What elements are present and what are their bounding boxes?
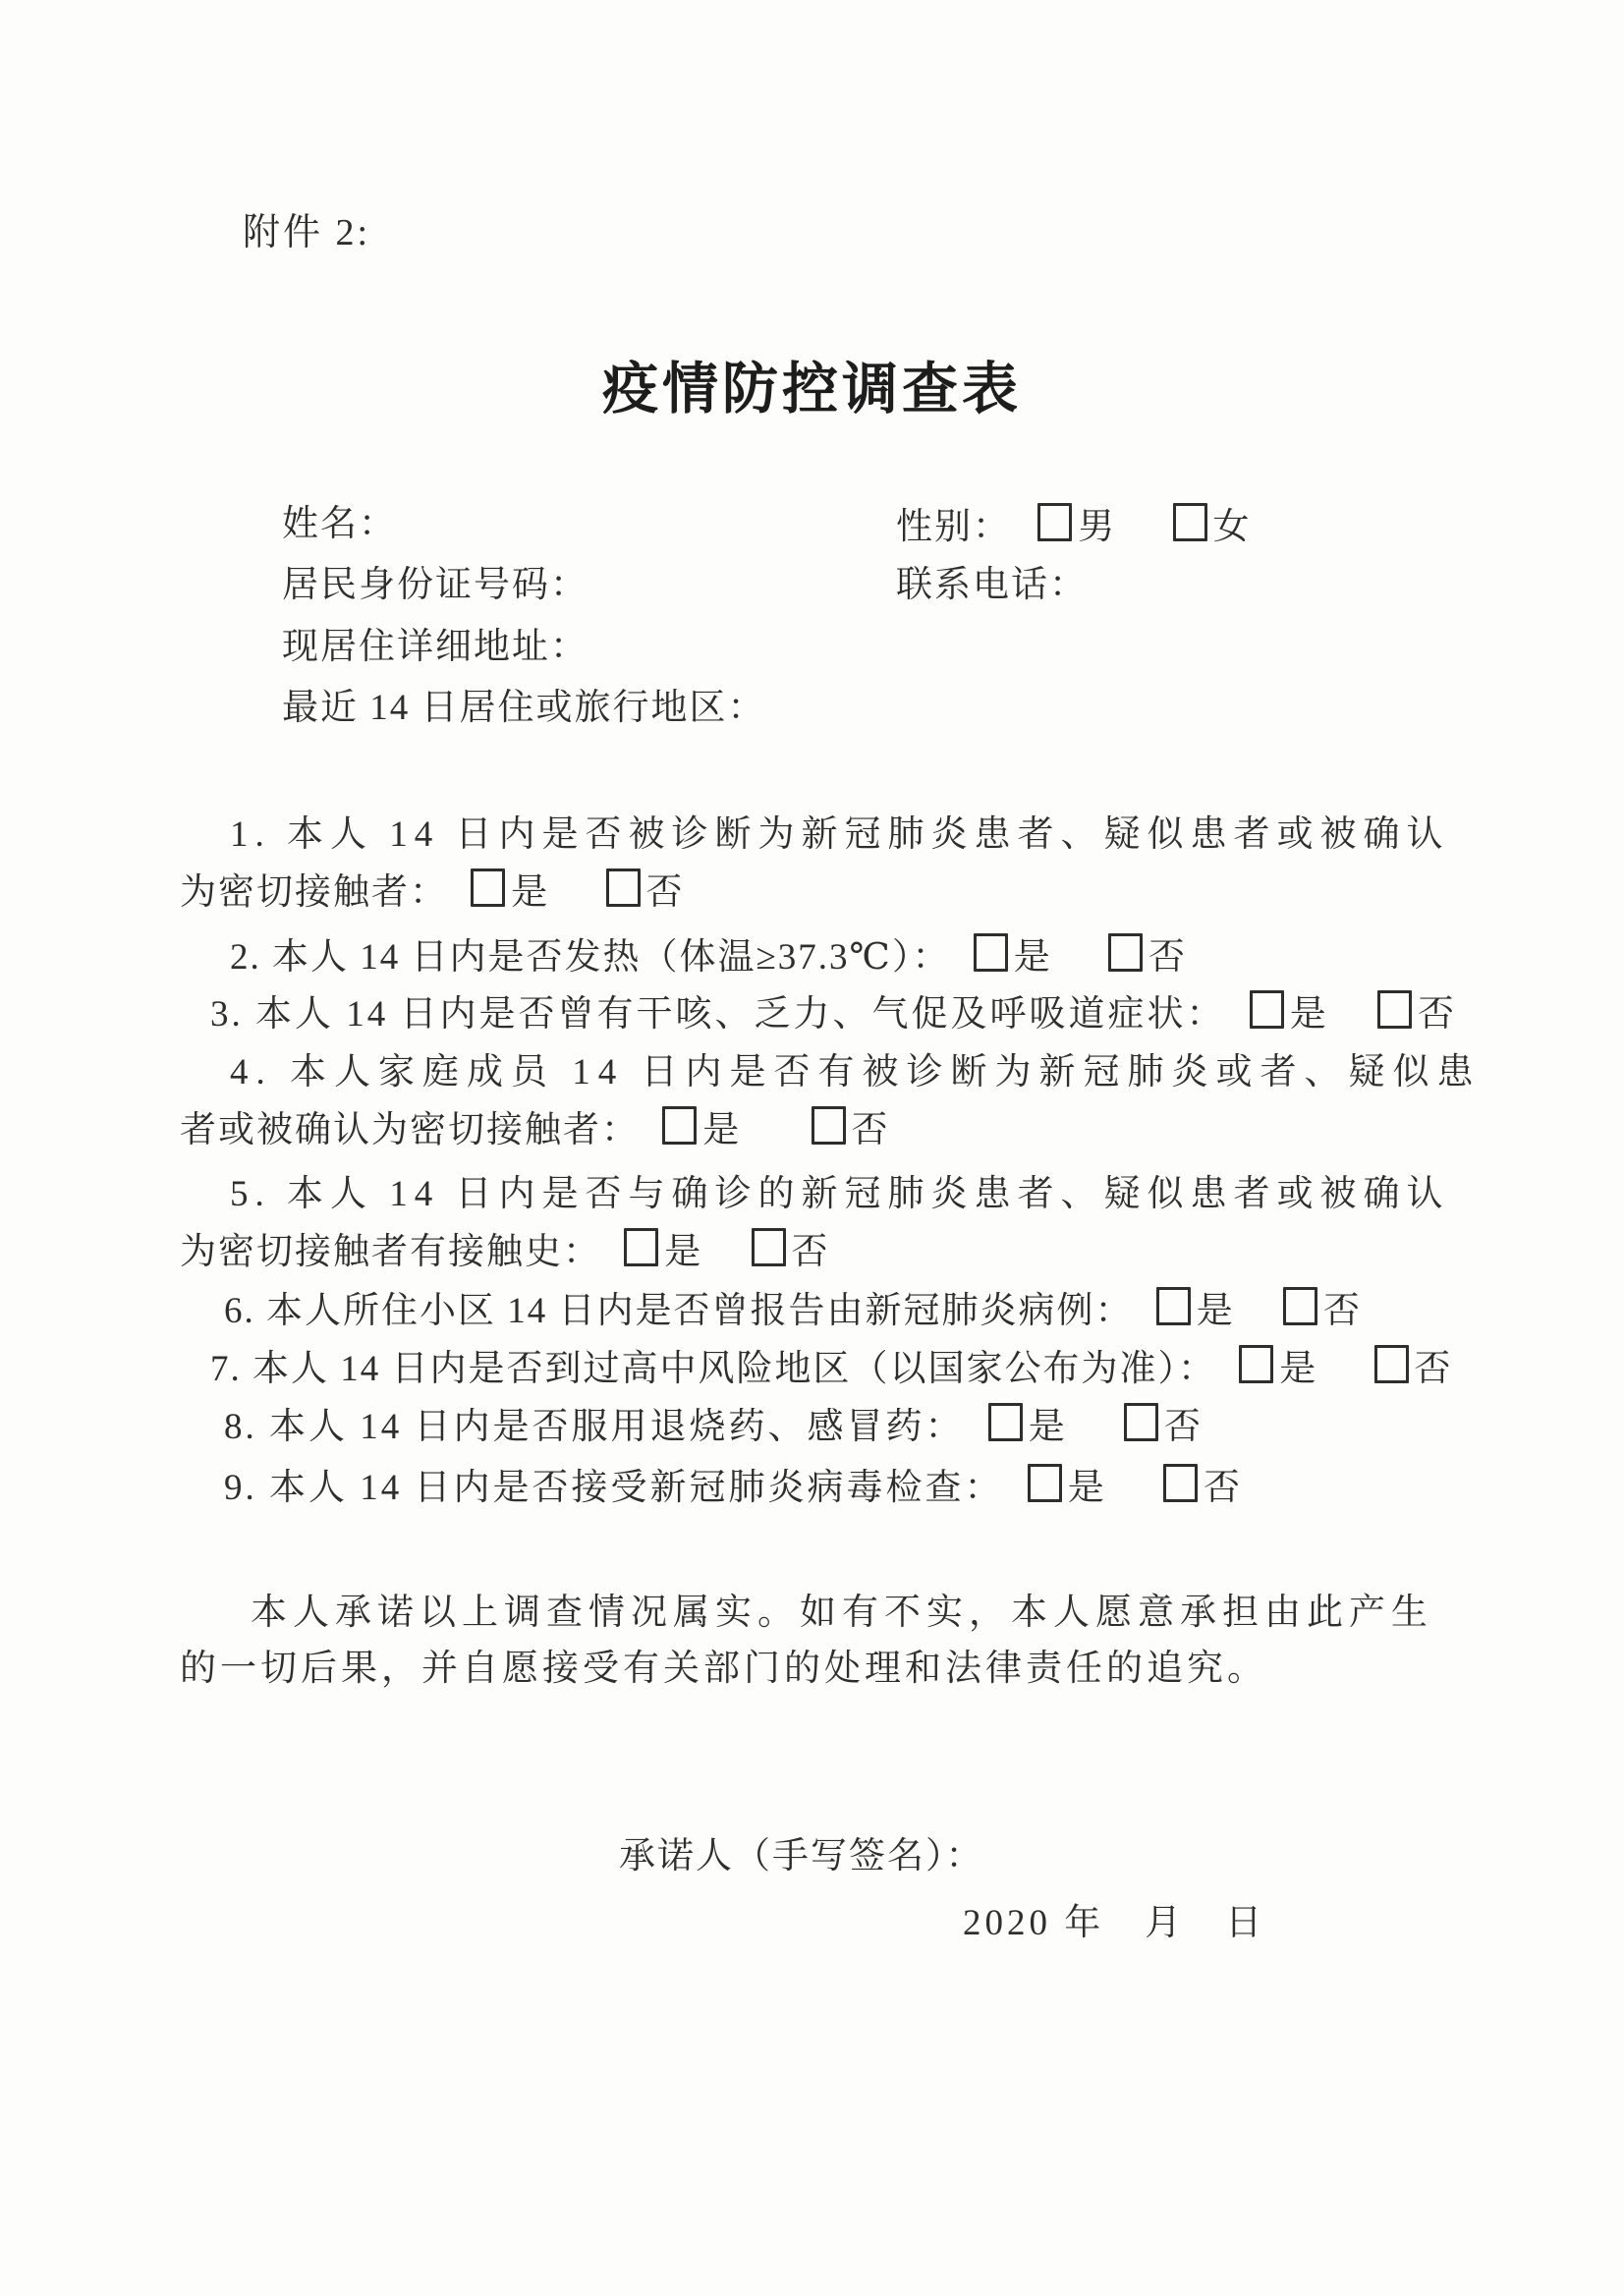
question-2-no-checkbox[interactable] <box>1108 933 1143 972</box>
question-7-yes-checkbox[interactable] <box>1239 1345 1273 1383</box>
question-9-no-checkbox[interactable] <box>1163 1464 1198 1502</box>
question-8-yes-checkbox[interactable] <box>988 1403 1023 1441</box>
name-label: 姓名： <box>282 504 397 544</box>
attachment-label: 附件 2: <box>243 212 371 253</box>
travel-label: 最近 14 日居住或旅行地区： <box>282 688 766 728</box>
question-9-yes-label: 是 <box>1067 1468 1104 1508</box>
phone-field-label <box>896 564 1088 607</box>
question-4-text: 者或被确认为密切接触者： <box>180 1110 640 1150</box>
question-4-no-checkbox[interactable] <box>812 1106 846 1145</box>
question-4-no-label: 否 <box>851 1110 888 1150</box>
question-8-no-checkbox[interactable] <box>1124 1403 1158 1441</box>
question-7-line <box>210 1345 1451 1391</box>
question-7-no-label: 否 <box>1414 1349 1451 1389</box>
name-field-label <box>282 503 397 546</box>
question-6-no-checkbox[interactable] <box>1283 1287 1317 1325</box>
pledge-line-2: 的一切后果，并自愿接受有关部门的处理和法律责任的追究。 <box>180 1649 1267 1689</box>
gender-female-label: 女 <box>1212 507 1250 547</box>
question-9-yes-checkbox[interactable] <box>1028 1464 1062 1502</box>
question-5-no-checkbox[interactable] <box>752 1228 786 1266</box>
question-4-line-1: 4. 本人家庭成员 14 日内是否有被诊断为新冠肺炎或者、疑似患 <box>230 1052 1482 1092</box>
gender-field <box>896 503 1250 549</box>
question-8-text: 8. 本人 14 日内是否服用退烧药、感冒药： <box>224 1407 965 1447</box>
id-label: 居民身份证号码： <box>282 565 588 605</box>
question-7-no-checkbox[interactable] <box>1374 1345 1409 1383</box>
pledge-line-1: 本人承诺以上调查情况属实。如有不实，本人愿意承担由此产生 <box>251 1593 1433 1633</box>
travel-field-label <box>282 687 766 730</box>
question-5-no-label: 否 <box>791 1232 828 1272</box>
question-1-no-label: 否 <box>645 872 683 913</box>
gender-male-checkbox[interactable] <box>1037 503 1072 541</box>
question-5-yes-checkbox[interactable] <box>624 1228 658 1266</box>
question-3-yes-label: 是 <box>1289 994 1326 1035</box>
question-7-text: 7. 本人 14 日内是否到过高中风险地区（以国家公布为准）： <box>210 1349 1216 1389</box>
question-1-text: 为密切接触者： <box>180 872 448 913</box>
question-1-line-1: 1. 本人 14 日内是否被诊断为新冠肺炎患者、疑似患者或被确认 <box>230 814 1450 855</box>
phone-label: 联系电话： <box>896 565 1088 605</box>
question-1-yes-label: 是 <box>511 872 548 913</box>
question-2-yes-checkbox[interactable] <box>974 933 1008 972</box>
question-6-text: 6. 本人所住小区 14 日内是否曾报告由新冠肺炎病例： <box>224 1291 1134 1331</box>
question-9-no-label: 否 <box>1204 1468 1240 1508</box>
question-1-line-2 <box>180 868 683 915</box>
question-3-text: 3. 本人 14 日内是否曾有干咳、乏力、气促及呼吸道症状： <box>210 994 1226 1035</box>
question-6-yes-label: 是 <box>1196 1291 1233 1331</box>
question-5-line-1: 5. 本人 14 日内是否与确诊的新冠肺炎患者、疑似患者或被确认 <box>230 1174 1450 1214</box>
question-2-yes-label: 是 <box>1013 937 1050 978</box>
question-2-text: 2. 本人 14 日内是否发热（体温≥37.3℃）： <box>230 937 951 978</box>
question-3-no-checkbox[interactable] <box>1377 990 1412 1029</box>
question-5-yes-label: 是 <box>664 1232 701 1272</box>
question-5-line-2 <box>180 1228 828 1274</box>
question-3-no-label: 否 <box>1418 994 1454 1035</box>
gender-male-label: 男 <box>1078 507 1115 547</box>
question-5-text: 为密切接触者有接触史： <box>180 1232 601 1272</box>
question-1-yes-checkbox[interactable] <box>471 868 505 907</box>
question-4-yes-label: 是 <box>702 1110 740 1150</box>
question-2-line <box>230 933 1185 980</box>
question-6-line <box>224 1287 1360 1333</box>
question-4-yes-checkbox[interactable] <box>662 1106 697 1145</box>
signature-label: 承诺人（手写签名）： <box>619 1836 984 1876</box>
page-title: 疫情防控调查表 <box>602 358 1022 420</box>
question-9-text: 9. 本人 14 日内是否接受新冠肺炎病毒检查： <box>224 1468 1004 1508</box>
question-3-yes-checkbox[interactable] <box>1250 990 1284 1029</box>
id-field-label <box>282 564 588 607</box>
question-2-no-label: 否 <box>1148 937 1185 978</box>
question-8-yes-label: 是 <box>1028 1407 1065 1447</box>
gender-female-checkbox[interactable] <box>1173 503 1207 541</box>
question-7-yes-label: 是 <box>1279 1349 1316 1389</box>
gender-label: 性别： <box>896 507 1011 547</box>
question-8-no-label: 否 <box>1164 1407 1201 1447</box>
question-6-no-label: 否 <box>1323 1291 1360 1331</box>
question-6-yes-checkbox[interactable] <box>1156 1287 1191 1325</box>
question-1-no-checkbox[interactable] <box>606 868 641 907</box>
date-line: 2020 年 月 日 <box>963 1903 1266 1943</box>
question-4-line-2 <box>180 1106 888 1152</box>
address-label: 现居住详细地址： <box>282 627 588 667</box>
question-8-line <box>224 1403 1201 1449</box>
question-3-line <box>210 990 1454 1036</box>
address-field-label <box>282 626 588 669</box>
question-9-line <box>224 1464 1240 1510</box>
